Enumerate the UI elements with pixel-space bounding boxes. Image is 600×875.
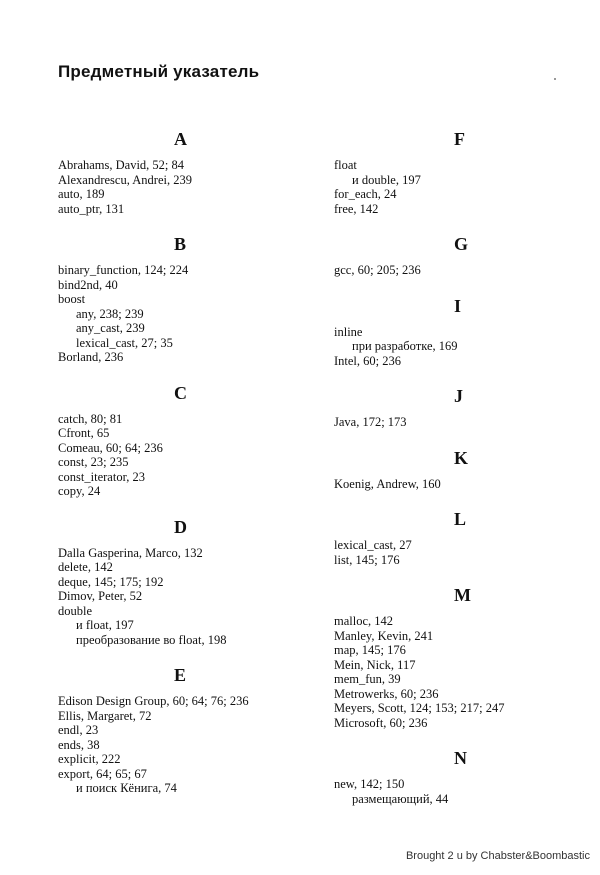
section-letter: M	[454, 585, 471, 605]
index-entry: Cfront, 65	[58, 426, 110, 440]
index-entry: delete, 142	[58, 560, 113, 574]
section-letter: E	[174, 665, 187, 685]
index-subentry: any, 238; 239	[76, 306, 144, 321]
index-subentry: преобразование во float, 198	[76, 632, 227, 647]
index-entry: Dalla Gasperina, Marco, 132	[58, 545, 203, 560]
section-letter: G	[454, 234, 469, 254]
index-section-b	[58, 233, 308, 365]
scan-speck	[554, 78, 556, 80]
section-letter: A	[174, 129, 187, 149]
index-entry: for_each, 24	[334, 187, 397, 201]
index-column-left	[58, 128, 308, 796]
index-entry: Mein, Nick, 117	[334, 657, 416, 672]
index-entry: auto_ptr, 131	[58, 201, 125, 216]
section-letter: B	[174, 234, 187, 254]
index-subentry: при разработке, 169	[352, 339, 458, 353]
index-entry: Java, 172; 173	[334, 415, 407, 429]
index-section-m	[334, 584, 584, 730]
index-entry: Alexandrescu, Andrei, 239	[58, 172, 192, 187]
index-section-d	[58, 516, 308, 648]
index-entry: new, 142; 150	[334, 777, 405, 791]
index-entry: ends, 38	[58, 737, 100, 752]
section-letter: I	[454, 295, 462, 316]
index-entry: boost	[58, 292, 86, 306]
section-letter: D	[174, 516, 187, 537]
index-entry: Borland, 236	[58, 350, 124, 364]
index-entry: Metrowerks, 60; 236	[334, 686, 439, 701]
index-entry: Abrahams, David, 52; 84	[58, 158, 185, 172]
index-entry: Intel, 60; 236	[334, 353, 402, 368]
index-section-i	[334, 295, 584, 369]
index-entry: bind2nd, 40	[58, 277, 118, 292]
index-entry: free, 142	[334, 201, 379, 216]
section-letter: K	[454, 447, 469, 468]
page-title: Предметный указатель	[58, 62, 260, 81]
index-entry: lexical_cast, 27	[334, 538, 412, 552]
index-entry: double	[58, 603, 93, 618]
index-entry: catch, 80; 81	[58, 411, 123, 426]
section-letter: J	[454, 386, 463, 406]
index-section-l	[334, 508, 584, 567]
section-letter: N	[454, 748, 467, 768]
index-subentry: и double, 197	[352, 172, 421, 187]
index-section-f	[334, 128, 584, 216]
footer-credit: Brought 2 u by Chabster&Boombastic	[405, 850, 590, 862]
index-entry: malloc, 142	[334, 614, 394, 628]
section-letter: C	[174, 382, 187, 403]
index-entry: Meyers, Scott, 124; 153; 217; 247	[334, 701, 505, 715]
index-entry: export, 64; 65; 67	[58, 766, 147, 781]
index-section-c	[58, 382, 308, 499]
index-entry: const, 23; 235	[58, 455, 129, 469]
index-entry: float	[334, 158, 357, 172]
index-column-right	[334, 128, 584, 806]
index-section-a	[58, 128, 308, 216]
index-entry: endl, 23	[58, 723, 99, 737]
index-entry: Comeau, 60; 64; 236	[58, 440, 163, 455]
section-letter: F	[454, 129, 465, 149]
index-section-n	[334, 747, 584, 806]
index-section-g	[334, 233, 584, 278]
index-entry: copy, 24	[58, 484, 101, 498]
index-entry: inline	[334, 324, 363, 339]
index-entry: Edison Design Group, 60; 64; 76; 236	[58, 694, 249, 708]
index-entry: list, 145; 176	[334, 552, 400, 567]
index-entry: binary_function, 124; 224	[58, 263, 189, 277]
index-entry: auto, 189	[58, 187, 105, 201]
index-entry: explicit, 222	[58, 752, 121, 766]
index-entry: Koenig, Andrew, 160	[334, 476, 441, 491]
index-subentry: и поиск Кёнига, 74	[76, 781, 177, 795]
index-subentry: lexical_cast, 27; 35	[76, 335, 173, 350]
index-entry: gcc, 60; 205; 236	[334, 263, 421, 277]
index-entry: Manley, Kevin, 241	[334, 628, 434, 643]
index-section-j	[334, 385, 584, 430]
index-section-e	[58, 664, 308, 796]
index-section-k	[334, 447, 584, 492]
index-entry: const_iterator, 23	[58, 469, 145, 484]
index-subentry: any_cast, 239	[76, 321, 145, 335]
index-entry: Dimov, Peter, 52	[58, 589, 143, 603]
index-entry: Ellis, Margaret, 72	[58, 708, 152, 723]
index-subentry: и float, 197	[76, 618, 134, 632]
index-subentry: размещающий, 44	[352, 791, 449, 806]
section-letter: L	[454, 509, 467, 529]
index-entry: deque, 145; 175; 192	[58, 574, 164, 589]
index-entry: Microsoft, 60; 236	[334, 715, 428, 730]
index-entry: mem_fun, 39	[334, 672, 401, 686]
index-entry: map, 145; 176	[334, 643, 406, 657]
